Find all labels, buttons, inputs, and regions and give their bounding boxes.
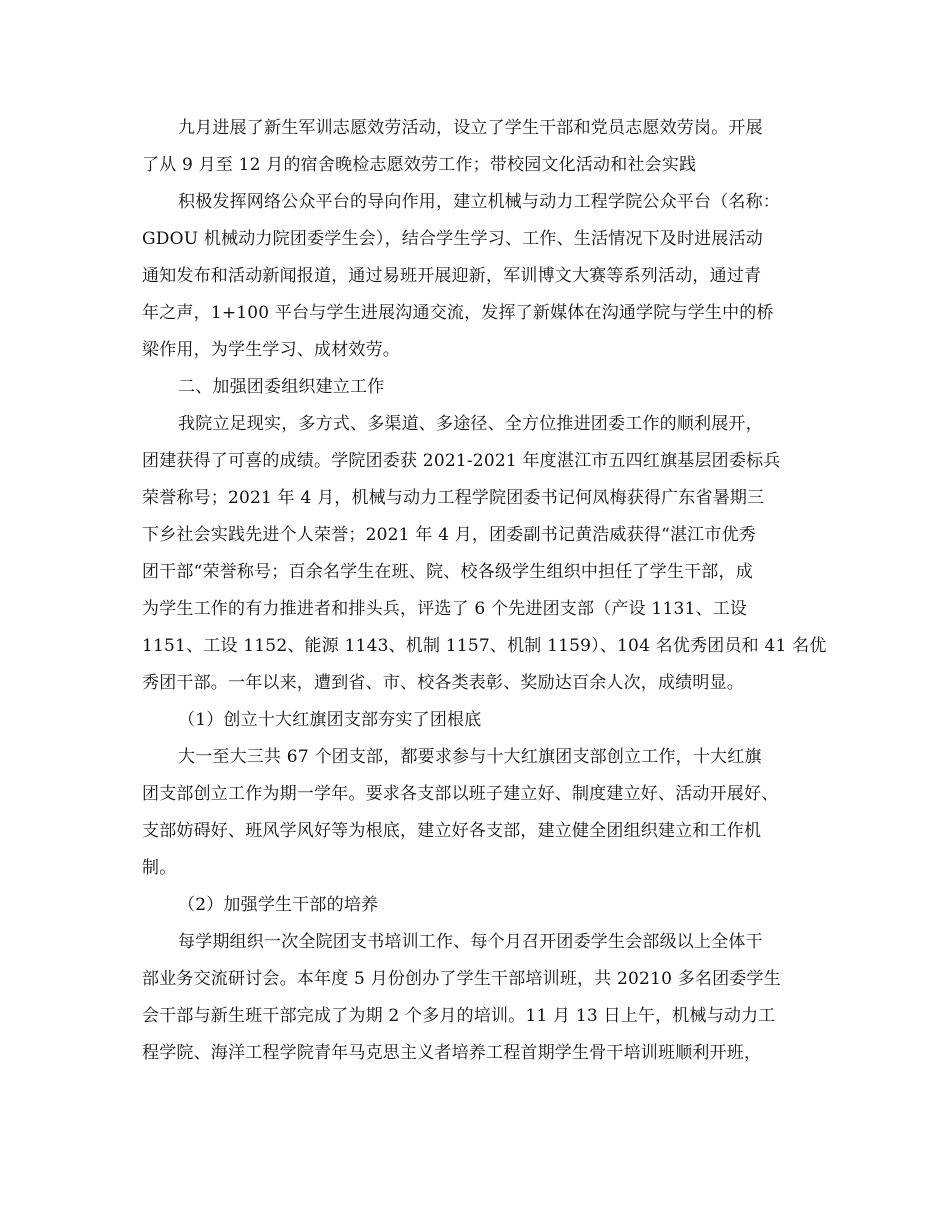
paragraph-line: 部业务交流研讨会。本年度 5 月份创办了学生干部培训班，共 20210 多名团委学生 — [142, 969, 781, 989]
paragraph-line: 团干部“荣誉称号；百余名学生在班、院、校各级学生组织中担任了学生干部，成 — [142, 562, 753, 582]
paragraph-line: 团支部创立工作为期一学年。要求各支部以班子建立好、制度建立好、活动开展好、 — [142, 784, 779, 804]
subsection-heading: （1）创立十大红旗团支部夯实了团根底 — [178, 710, 482, 730]
paragraph-line: 梁作用，为学生学习、成材效劳。 — [142, 340, 400, 360]
subsection-heading: （2）加强学生干部的培养 — [178, 895, 379, 915]
paragraph-line: 会干部与新生班干部完成了为期 2 个多月的培训。11 月 13 日上午，机械与动力工 — [142, 1006, 776, 1026]
paragraph-line: 每学期组织一次全院团支书培训工作、每个月召开团委学生会部级以上全体干 — [178, 932, 763, 952]
paragraph-line: 荣誉称号；2021 年 4 月，机械与动力工程学院团委书记何凤梅获得广东省暑期三 — [142, 488, 765, 508]
paragraph-line: 为学生工作的有力推进者和排头兵，评选了 6 个先进团支部（产设 1131、工设 — [142, 599, 748, 619]
paragraph-line: 九月进展了新生军训志愿效劳活动，设立了学生干部和党员志愿效劳岗。开展 — [178, 118, 763, 138]
paragraph-line: 团建获得了可喜的成绩。学院团委获 2021-2021 年度湛江市五四红旗基层团委标兵 — [142, 451, 781, 471]
paragraph-line: 通知发布和活动新闻报道，通过易班开展迎新，军训博文大赛等系列活动，通过青 — [142, 266, 762, 286]
paragraph-line: 了从 9 月至 12 月的宿舍晚检志愿效劳工作；带校园文化活动和社会实践 — [142, 155, 697, 175]
paragraph-line: 1151、工设 1152、能源 1143、机制 1157、机制 1159）、104 名优秀团员和 41 名优 — [142, 636, 827, 656]
paragraph-line: 程学院、海洋工程学院青年马克思主义者培养工程首期学生骨干培训班顺利开班， — [142, 1043, 762, 1063]
paragraph-line: 积极发挥网络公众平台的导向作用，建立机械与动力工程学院公众平台（名称： — [178, 192, 780, 212]
paragraph-line: 制。 — [142, 858, 177, 878]
paragraph-line: 我院立足现实，多方式、多渠道、多途径、全方位推进团委工作的顺利展开， — [178, 414, 763, 434]
paragraph-line: 下乡社会实践先进个人荣誉；2021 年 4 月，团委副书记黄浩威获得“湛江市优秀 — [142, 525, 756, 545]
paragraph-line: 大一至大三共 67 个团支部，都要求参与十大红旗团支部创立工作，十大红旗 — [178, 747, 762, 767]
section-heading: 二、加强团委组织建立工作 — [178, 377, 385, 397]
paragraph-line: 秀团干部。一年以来，遭到省、市、校各类表彰、奖励达百余人次，成绩明显。 — [142, 673, 744, 693]
paragraph-line: 支部妨碍好、班风学风好等为根底，建立好各支部，建立健全团组织建立和工作机 — [142, 821, 762, 841]
paragraph-line: GDOU 机械动力院团委学生会），结合学生学习、工作、生活情况下及时进展活动 — [142, 229, 763, 249]
paragraph-line: 年之声，1+100 平台与学生进展沟通交流，发挥了新媒体在沟通学院与学生中的桥 — [142, 303, 774, 323]
